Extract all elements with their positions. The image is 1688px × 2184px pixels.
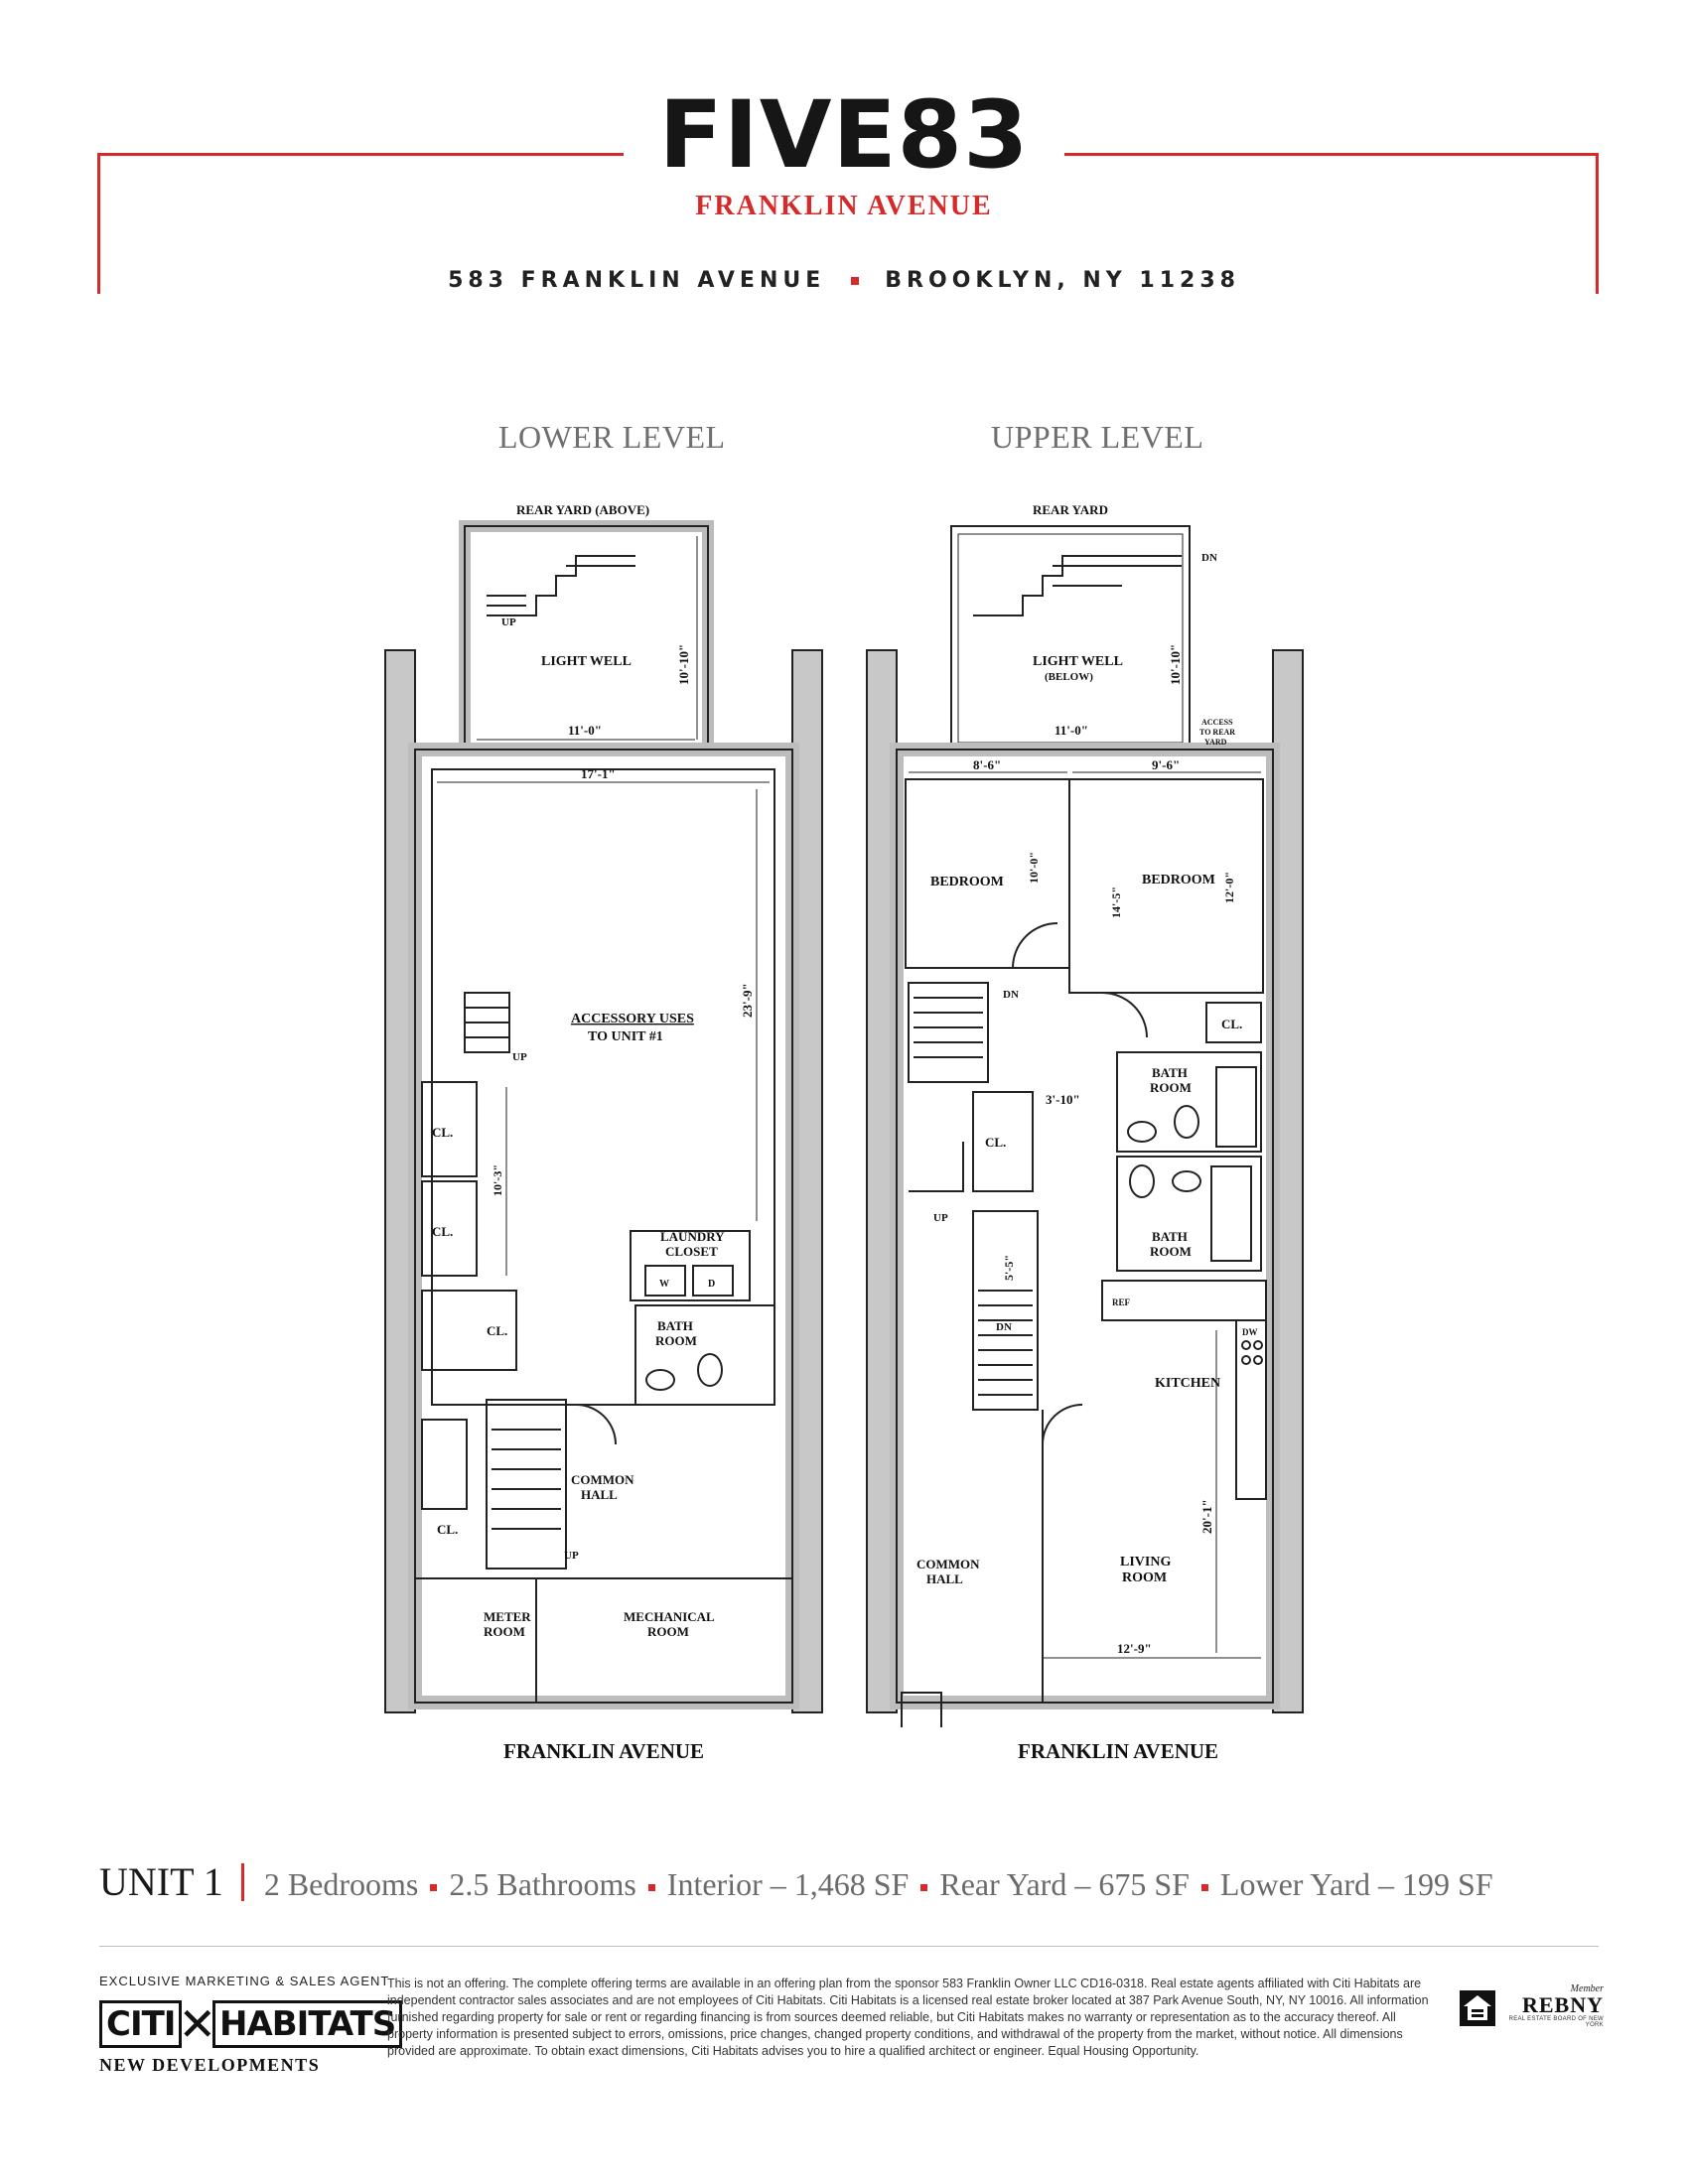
living-label-2: ROOM	[1122, 1570, 1168, 1585]
bath-2-label-1: BATH	[1152, 1229, 1188, 1244]
frame-top-left	[97, 153, 624, 156]
upper-stair-up: UP	[933, 1212, 948, 1224]
upper-main-stair-dn: DN	[996, 1321, 1012, 1333]
lower-main-width: 17'-1"	[581, 766, 616, 781]
bedroom-2-label: BEDROOM	[1142, 873, 1215, 887]
frame-top-right	[1064, 153, 1599, 156]
closets-depth: 10'-3"	[491, 1164, 504, 1196]
ref-label: REF	[1112, 1297, 1130, 1307]
footer-divider	[99, 1946, 1599, 1947]
living-label-1: LIVING	[1120, 1555, 1172, 1570]
burner-2	[1254, 1341, 1262, 1349]
bath-2-label-2: ROOM	[1150, 1244, 1192, 1259]
accessory-room	[432, 769, 774, 1405]
bedroom-1-label: BEDROOM	[930, 875, 1004, 889]
upper-stair-dn: DN	[1003, 989, 1019, 1001]
upper-lightwell-stair-dn: DN	[1201, 552, 1217, 564]
lightwell-stair-treads	[487, 566, 635, 606]
hall-width: 3'-10"	[1046, 1092, 1080, 1107]
lower-lightwell-depth: 10'-10"	[676, 643, 691, 685]
lower-common-stair	[487, 1400, 566, 1569]
closet-4-label: CL.	[437, 1522, 459, 1537]
mech-label-2: ROOM	[647, 1624, 689, 1639]
closet-4	[422, 1420, 467, 1509]
upper-lightwell-line	[951, 526, 1190, 750]
burner-4	[1254, 1356, 1262, 1364]
unit-divider	[241, 1863, 244, 1901]
lower-door-swing	[576, 1405, 616, 1444]
bath-1-sink	[1128, 1122, 1156, 1142]
bed2-alt-dim: 12'-0"	[1222, 872, 1236, 903]
lower-lightwell-stair-up: UP	[501, 616, 516, 628]
citi-habitats-logo	[99, 1997, 402, 2076]
upper-closet-1-label: CL.	[1221, 1017, 1243, 1031]
main-shell-wall	[415, 750, 792, 1703]
bed2-width: 9'-6"	[1152, 757, 1181, 772]
closet-3-label: CL.	[487, 1323, 508, 1338]
upper-up-stair	[909, 1142, 963, 1191]
upper-common-label-1: COMMON	[916, 1557, 980, 1571]
lower-bath-label-2: ROOM	[655, 1333, 697, 1348]
bed2-depth: 14'-5"	[1109, 887, 1123, 918]
rebny-logo	[1504, 1983, 1604, 2028]
logo-citi: CITI	[99, 2000, 182, 2048]
light-well-outline	[465, 526, 708, 750]
upper-rear-yard-label: REAR YARD	[1033, 502, 1108, 517]
upper-closet-2-label: CL.	[985, 1135, 1007, 1150]
living-depth: 20'-1"	[1199, 1499, 1214, 1534]
mech-label-1: MECHANICAL	[624, 1609, 715, 1624]
lower-level-title: LOWER LEVEL	[498, 419, 726, 455]
main-shell-line	[415, 750, 792, 1703]
lower-lightwell-width: 11'-0"	[568, 723, 602, 738]
upper-lightwell-depth: 10'-10"	[1168, 643, 1183, 685]
logo-habitats: HABITATS	[212, 2000, 402, 2048]
address-city: BROOKLYN, NY 11238	[885, 268, 1240, 293]
bath-1-shower	[1216, 1067, 1256, 1147]
brand-header	[0, 81, 1688, 222]
upper-level-title: UPPER LEVEL	[991, 419, 1204, 455]
brand-subtitle: FRANKLIN AVENUE	[695, 191, 993, 221]
bed1-depth: 10'-0"	[1027, 852, 1041, 884]
upper-lightwell-width: 11'-0"	[1055, 723, 1088, 738]
unit-rear-yard: Rear Yard – 675 SF	[939, 1866, 1190, 1902]
closet-1-label: CL.	[432, 1125, 454, 1140]
bath-2-toilet	[1130, 1165, 1154, 1197]
address-line	[0, 268, 1688, 293]
logo-row	[99, 1997, 402, 2051]
lower-common-label-1: COMMON	[571, 1472, 634, 1487]
unit-sep-4	[1201, 1884, 1208, 1891]
address-separator	[851, 277, 859, 285]
legal-disclaimer: This is not an offering. The complete offering terms are available in an offering plan from the sponsor 583 Franklin Owner LLC CD16-0318. Real estate agents affiliated with Citi Habitats are independent contractor sales associates and are not employees of Citi Habitats. Citi Habitats is a licensed real estate broker located at 387 Park Avenue South, NY, NY 10016. All information furnished regarding property for sale or rent or regarding financing is from sources deemed reliable, but Citi Habitats makes no warranty or representation as to the accuracy thereof. All property information is presented subject to errors, omissions, price changes, changed property conditions, and withdrawal of the property from the market, without notice. All dimensions provided are approximate. To obtain exact dimensions, Citi Habitats advises you to hire a qualified architect or engineer. Equal Housing Opportunity.	[387, 1977, 1429, 2058]
meter-label-1: METER	[484, 1609, 531, 1624]
washer-label: W	[659, 1279, 669, 1290]
laundry-label-2: CLOSET	[665, 1244, 718, 1259]
light-well-line	[465, 526, 708, 750]
upper-access-1: ACCESS	[1201, 718, 1233, 727]
lower-lightwell-label: LIGHT WELL	[541, 654, 632, 669]
kitchen-label: KITCHEN	[1155, 1376, 1221, 1391]
bath-1-label-1: BATH	[1152, 1065, 1188, 1080]
unit-bathrooms: 2.5 Bathrooms	[449, 1866, 636, 1902]
meter-label-2: ROOM	[484, 1624, 525, 1639]
lower-toilet	[698, 1354, 722, 1386]
lower-common-stair-treads	[492, 1430, 561, 1529]
upper-lightwell-label-2: (BELOW)	[1045, 671, 1093, 683]
unit-summary	[99, 1858, 1599, 1905]
accessory-depth: 23'-9"	[740, 983, 755, 1018]
bed1-width: 8'-6"	[973, 757, 1002, 772]
unit-bedrooms: 2 Bedrooms	[263, 1866, 419, 1902]
lower-common-label-2: HALL	[581, 1487, 618, 1502]
lower-stair-treads	[465, 1008, 509, 1037]
burner-1	[1242, 1341, 1250, 1349]
accessory-label-2: TO UNIT #1	[588, 1029, 663, 1044]
unit-lower-yard: Lower Yard – 199 SF	[1219, 1866, 1493, 1902]
lower-sink	[646, 1370, 674, 1390]
laundry-label-1: LAUNDRY	[660, 1229, 725, 1244]
accessory-label-1: ACCESSORY USES	[571, 1012, 694, 1026]
closet-2-label: CL.	[432, 1224, 454, 1239]
lower-bath-label-1: BATH	[657, 1318, 693, 1333]
dryer-label: D	[708, 1279, 716, 1290]
upper-level-floor-plan	[864, 496, 1321, 1727]
lower-level-floor-plan	[377, 496, 834, 1727]
bedroom-1-door-swing	[1013, 923, 1057, 968]
living-door-swing	[1043, 1405, 1082, 1444]
logo-new-developments: NEW DEVELOPMENTS	[99, 2055, 321, 2075]
rebny-name: REBNY	[1521, 1992, 1604, 2017]
unit-interior: Interior – 1,468 SF	[666, 1866, 910, 1902]
bedroom-2-door-swing	[1102, 993, 1147, 1037]
bath-1-toilet	[1175, 1106, 1198, 1138]
lower-common-stair-up: UP	[564, 1550, 579, 1562]
equal-housing-icon	[1460, 1990, 1495, 2026]
unit-sep-1	[430, 1884, 437, 1891]
unit-sep-3	[920, 1884, 927, 1891]
stair-width: 5'-5"	[1002, 1255, 1016, 1281]
agent-label: EXCLUSIVE MARKETING & SALES AGENT	[99, 1974, 390, 1988]
upper-access-3: YARD	[1204, 738, 1227, 747]
address-street: 583 FRANKLIN AVENUE	[448, 268, 826, 293]
upper-access-2: TO REAR	[1199, 728, 1236, 737]
dw-label: DW	[1242, 1327, 1258, 1337]
lower-street-label: FRANKLIN AVENUE	[503, 1739, 705, 1763]
unit-sep-2	[648, 1884, 655, 1891]
bath-2-tub	[1211, 1166, 1251, 1261]
bedroom-1	[906, 779, 1069, 968]
lower-rear-yard-label: REAR YARD (ABOVE)	[516, 502, 650, 517]
upper-stair-down-treads	[914, 998, 983, 1057]
brand-name: FIVE83	[658, 81, 1030, 190]
lower-stair-up: UP	[512, 1051, 527, 1063]
logo-x-icon: ✕	[178, 1997, 216, 2051]
upper-lightwell-stair-treads	[1053, 566, 1182, 586]
upper-street-label: FRANKLIN AVENUE	[1018, 1739, 1219, 1763]
rebny-tagline: REAL ESTATE BOARD OF NEW YORK	[1508, 2016, 1604, 2028]
upper-common-label-2: HALL	[926, 1571, 963, 1586]
burner-3	[1242, 1356, 1250, 1364]
rebny-member: Member	[1570, 1983, 1604, 1994]
unit-name: UNIT 1	[99, 1859, 223, 1904]
bath-1-label-2: ROOM	[1150, 1080, 1192, 1095]
upper-main-stair-treads	[978, 1291, 1033, 1395]
upper-lightwell-label-1: LIGHT WELL	[1033, 654, 1123, 669]
living-width: 12'-9"	[1117, 1641, 1152, 1656]
bath-2-sink	[1173, 1171, 1200, 1191]
